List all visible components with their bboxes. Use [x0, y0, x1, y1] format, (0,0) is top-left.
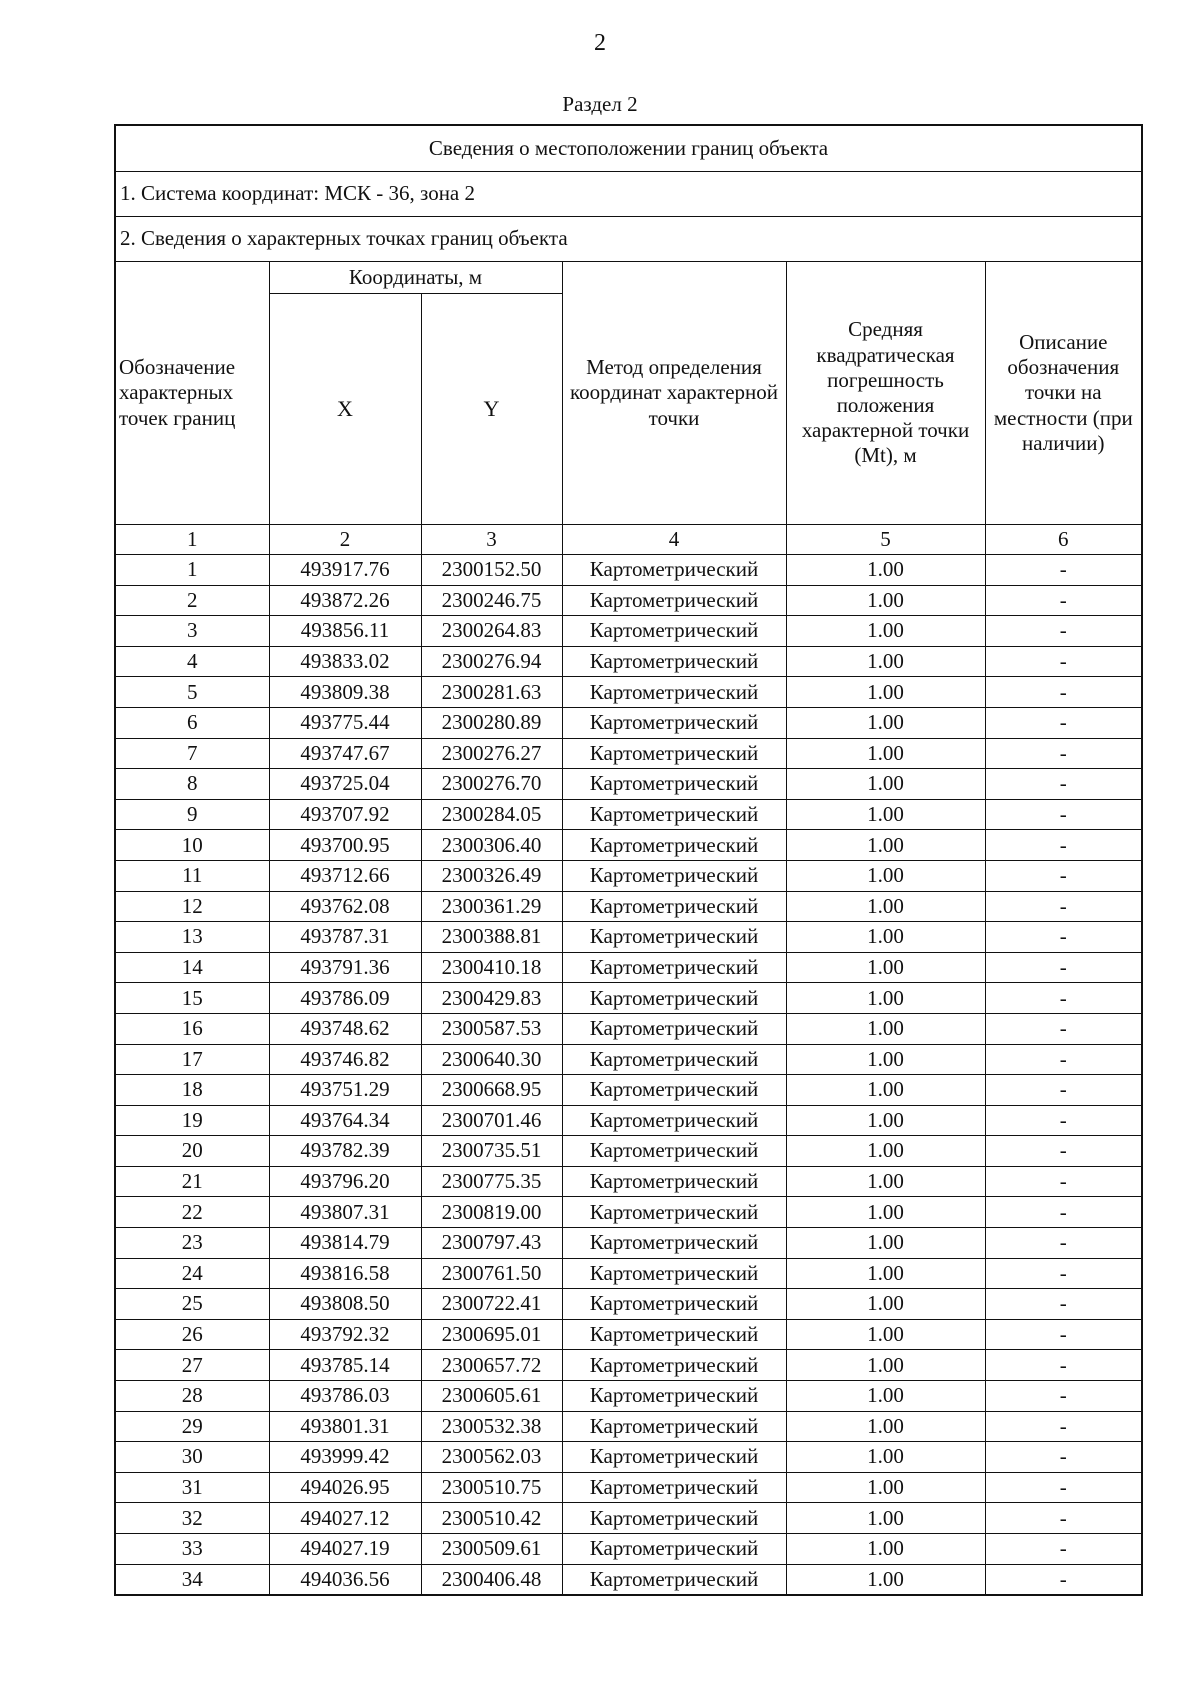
x-coordinate-cell: 493807.31	[269, 1197, 421, 1228]
column-number: 2	[269, 525, 421, 555]
point-number-cell: 14	[115, 952, 269, 983]
y-coordinate-cell: 2300276.94	[421, 646, 562, 677]
y-coordinate-cell: 2300406.48	[421, 1564, 562, 1595]
point-number-cell: 26	[115, 1319, 269, 1350]
x-coordinate-cell: 493707.92	[269, 799, 421, 830]
table-row	[115, 677, 1142, 708]
table-row	[115, 555, 1142, 586]
description-cell: -	[985, 983, 1142, 1014]
table-row	[115, 1197, 1142, 1228]
accuracy-cell: 1.00	[786, 1166, 985, 1197]
table-row	[115, 1442, 1142, 1473]
coord-system-row	[115, 172, 1142, 217]
y-coordinate-cell: 2300280.89	[421, 707, 562, 738]
description-cell: -	[985, 891, 1142, 922]
accuracy-cell: 1.00	[786, 952, 985, 983]
header-description: Описание обозначения точки на местности (при наличии)	[985, 262, 1142, 525]
table-row	[115, 799, 1142, 830]
accuracy-cell: 1.00	[786, 738, 985, 769]
method-cell: Картометрический	[562, 1411, 786, 1442]
description-cell: -	[985, 1197, 1142, 1228]
coord-system-text: 1. Система координат: МСК - 36, зона 2	[115, 172, 1142, 217]
accuracy-cell: 1.00	[786, 1258, 985, 1289]
description-cell: -	[985, 1105, 1142, 1136]
description-cell: -	[985, 1534, 1142, 1565]
points-caption-text: 2. Сведения о характерных точках границ объекта	[115, 217, 1142, 262]
y-coordinate-cell: 2300510.75	[421, 1472, 562, 1503]
y-coordinate-cell: 2300276.27	[421, 738, 562, 769]
point-number-cell: 13	[115, 922, 269, 953]
x-coordinate-cell: 493785.14	[269, 1350, 421, 1381]
x-coordinate-cell: 493787.31	[269, 922, 421, 953]
x-coordinate-cell: 493764.34	[269, 1105, 421, 1136]
y-coordinate-cell: 2300562.03	[421, 1442, 562, 1473]
point-number-cell: 23	[115, 1228, 269, 1259]
x-coordinate-cell: 493786.03	[269, 1381, 421, 1412]
method-cell: Картометрический	[562, 799, 786, 830]
description-cell: -	[985, 952, 1142, 983]
y-coordinate-cell: 2300281.63	[421, 677, 562, 708]
y-coordinate-cell: 2300510.42	[421, 1503, 562, 1534]
description-cell: -	[985, 1350, 1142, 1381]
accuracy-cell: 1.00	[786, 799, 985, 830]
description-cell: -	[985, 1564, 1142, 1595]
point-number-cell: 6	[115, 707, 269, 738]
table-row	[115, 1381, 1142, 1412]
method-cell: Картометрический	[562, 1044, 786, 1075]
description-cell: -	[985, 799, 1142, 830]
header-x: X	[269, 294, 421, 525]
method-cell: Картометрический	[562, 1350, 786, 1381]
y-coordinate-cell: 2300819.00	[421, 1197, 562, 1228]
table-row	[115, 1228, 1142, 1259]
x-coordinate-cell: 493791.36	[269, 952, 421, 983]
x-coordinate-cell: 494036.56	[269, 1564, 421, 1595]
header-coordinates: Координаты, м	[269, 262, 562, 294]
method-cell: Картометрический	[562, 677, 786, 708]
point-number-cell: 17	[115, 1044, 269, 1075]
table-row	[115, 983, 1142, 1014]
table-banner: Сведения о местоположении границ объекта	[115, 125, 1142, 172]
y-coordinate-cell: 2300695.01	[421, 1319, 562, 1350]
column-number: 5	[786, 525, 985, 555]
y-coordinate-cell: 2300246.75	[421, 585, 562, 616]
description-cell: -	[985, 616, 1142, 647]
point-number-cell: 30	[115, 1442, 269, 1473]
header-method: Метод определения координат характерной точки	[562, 262, 786, 525]
accuracy-cell: 1.00	[786, 677, 985, 708]
table-row	[115, 1411, 1142, 1442]
x-coordinate-cell: 493782.39	[269, 1136, 421, 1167]
boundary-points-table	[114, 124, 1143, 1596]
description-cell: -	[985, 1319, 1142, 1350]
accuracy-cell: 1.00	[786, 922, 985, 953]
method-cell: Картометрический	[562, 555, 786, 586]
x-coordinate-cell: 493917.76	[269, 555, 421, 586]
description-cell: -	[985, 860, 1142, 891]
column-number: 3	[421, 525, 562, 555]
y-coordinate-cell: 2300722.41	[421, 1289, 562, 1320]
y-coordinate-cell: 2300509.61	[421, 1534, 562, 1565]
table-row	[115, 1136, 1142, 1167]
x-coordinate-cell: 493999.42	[269, 1442, 421, 1473]
description-cell: -	[985, 707, 1142, 738]
y-coordinate-cell: 2300532.38	[421, 1411, 562, 1442]
accuracy-cell: 1.00	[786, 1564, 985, 1595]
table-row	[115, 1075, 1142, 1106]
description-cell: -	[985, 830, 1142, 861]
point-number-cell: 2	[115, 585, 269, 616]
method-cell: Картометрический	[562, 983, 786, 1014]
accuracy-cell: 1.00	[786, 1319, 985, 1350]
x-coordinate-cell: 493786.09	[269, 983, 421, 1014]
method-cell: Картометрический	[562, 922, 786, 953]
header-y: Y	[421, 294, 562, 525]
x-coordinate-cell: 493700.95	[269, 830, 421, 861]
method-cell: Картометрический	[562, 1472, 786, 1503]
x-coordinate-cell: 493872.26	[269, 585, 421, 616]
table-row	[115, 1105, 1142, 1136]
accuracy-cell: 1.00	[786, 1503, 985, 1534]
accuracy-cell: 1.00	[786, 1013, 985, 1044]
header-accuracy: Средняя квадратическая погрешность положения характерной точки (Mt), м	[786, 262, 985, 525]
point-number-cell: 4	[115, 646, 269, 677]
method-cell: Картометрический	[562, 707, 786, 738]
x-coordinate-cell: 493751.29	[269, 1075, 421, 1106]
point-number-cell: 19	[115, 1105, 269, 1136]
method-cell: Картометрический	[562, 1228, 786, 1259]
y-coordinate-cell: 2300775.35	[421, 1166, 562, 1197]
table-row	[115, 860, 1142, 891]
method-cell: Картометрический	[562, 1564, 786, 1595]
y-coordinate-cell: 2300701.46	[421, 1105, 562, 1136]
x-coordinate-cell: 493833.02	[269, 646, 421, 677]
table-row	[115, 1289, 1142, 1320]
description-cell: -	[985, 677, 1142, 708]
y-coordinate-cell: 2300640.30	[421, 1044, 562, 1075]
point-number-cell: 27	[115, 1350, 269, 1381]
table-row	[115, 1472, 1142, 1503]
point-number-cell: 25	[115, 1289, 269, 1320]
method-cell: Картометрический	[562, 830, 786, 861]
description-cell: -	[985, 1258, 1142, 1289]
page-number: 2	[594, 30, 606, 56]
point-number-cell: 32	[115, 1503, 269, 1534]
x-coordinate-cell: 493775.44	[269, 707, 421, 738]
accuracy-cell: 1.00	[786, 1381, 985, 1412]
accuracy-cell: 1.00	[786, 1534, 985, 1565]
point-number-cell: 22	[115, 1197, 269, 1228]
description-cell: -	[985, 769, 1142, 800]
section-title: Раздел 2	[562, 92, 638, 116]
x-coordinate-cell: 493746.82	[269, 1044, 421, 1075]
method-cell: Картометрический	[562, 738, 786, 769]
table-row	[115, 1350, 1142, 1381]
method-cell: Картометрический	[562, 1319, 786, 1350]
accuracy-cell: 1.00	[786, 555, 985, 586]
accuracy-cell: 1.00	[786, 983, 985, 1014]
y-coordinate-cell: 2300668.95	[421, 1075, 562, 1106]
x-coordinate-cell: 494027.12	[269, 1503, 421, 1534]
table-row	[115, 1503, 1142, 1534]
method-cell: Картометрический	[562, 769, 786, 800]
y-coordinate-cell: 2300152.50	[421, 555, 562, 586]
accuracy-cell: 1.00	[786, 707, 985, 738]
table-row	[115, 1044, 1142, 1075]
y-coordinate-cell: 2300284.05	[421, 799, 562, 830]
description-cell: -	[985, 1472, 1142, 1503]
table-row	[115, 769, 1142, 800]
method-cell: Картометрический	[562, 1075, 786, 1106]
x-coordinate-cell: 493809.38	[269, 677, 421, 708]
method-cell: Картометрический	[562, 891, 786, 922]
method-cell: Картометрический	[562, 1197, 786, 1228]
point-number-cell: 29	[115, 1411, 269, 1442]
point-number-cell: 16	[115, 1013, 269, 1044]
accuracy-cell: 1.00	[786, 1411, 985, 1442]
y-coordinate-cell: 2300587.53	[421, 1013, 562, 1044]
y-coordinate-cell: 2300276.70	[421, 769, 562, 800]
x-coordinate-cell: 493801.31	[269, 1411, 421, 1442]
description-cell: -	[985, 1411, 1142, 1442]
description-cell: -	[985, 1503, 1142, 1534]
table-row	[115, 1534, 1142, 1565]
method-cell: Картометрический	[562, 616, 786, 647]
column-number: 6	[985, 525, 1142, 555]
x-coordinate-cell: 493747.67	[269, 738, 421, 769]
description-cell: -	[985, 585, 1142, 616]
y-coordinate-cell: 2300264.83	[421, 616, 562, 647]
accuracy-cell: 1.00	[786, 585, 985, 616]
x-coordinate-cell: 494026.95	[269, 1472, 421, 1503]
method-cell: Картометрический	[562, 1442, 786, 1473]
table-banner-row	[115, 125, 1142, 172]
method-cell: Картометрический	[562, 1013, 786, 1044]
method-cell: Картометрический	[562, 1136, 786, 1167]
accuracy-cell: 1.00	[786, 1105, 985, 1136]
table-row	[115, 1319, 1142, 1350]
method-cell: Картометрический	[562, 1166, 786, 1197]
method-cell: Картометрический	[562, 1105, 786, 1136]
table-row	[115, 891, 1142, 922]
x-coordinate-cell: 493808.50	[269, 1289, 421, 1320]
y-coordinate-cell: 2300761.50	[421, 1258, 562, 1289]
description-cell: -	[985, 738, 1142, 769]
column-number-row	[115, 525, 1142, 555]
point-number-cell: 20	[115, 1136, 269, 1167]
point-number-cell: 1	[115, 555, 269, 586]
accuracy-cell: 1.00	[786, 769, 985, 800]
y-coordinate-cell: 2300306.40	[421, 830, 562, 861]
description-cell: -	[985, 1044, 1142, 1075]
table-row	[115, 952, 1142, 983]
accuracy-cell: 1.00	[786, 1044, 985, 1075]
y-coordinate-cell: 2300797.43	[421, 1228, 562, 1259]
table-body	[115, 125, 1142, 1595]
description-cell: -	[985, 1166, 1142, 1197]
accuracy-cell: 1.00	[786, 1228, 985, 1259]
table-row	[115, 585, 1142, 616]
y-coordinate-cell: 2300735.51	[421, 1136, 562, 1167]
accuracy-cell: 1.00	[786, 830, 985, 861]
table-row	[115, 922, 1142, 953]
table-row	[115, 707, 1142, 738]
x-coordinate-cell: 494027.19	[269, 1534, 421, 1565]
point-number-cell: 12	[115, 891, 269, 922]
point-number-cell: 33	[115, 1534, 269, 1565]
column-number: 4	[562, 525, 786, 555]
x-coordinate-cell: 493792.32	[269, 1319, 421, 1350]
point-number-cell: 28	[115, 1381, 269, 1412]
description-cell: -	[985, 555, 1142, 586]
accuracy-cell: 1.00	[786, 1472, 985, 1503]
y-coordinate-cell: 2300657.72	[421, 1350, 562, 1381]
y-coordinate-cell: 2300326.49	[421, 860, 562, 891]
y-coordinate-cell: 2300605.61	[421, 1381, 562, 1412]
point-number-cell: 24	[115, 1258, 269, 1289]
description-cell: -	[985, 1442, 1142, 1473]
x-coordinate-cell: 493856.11	[269, 616, 421, 647]
point-number-cell: 10	[115, 830, 269, 861]
description-cell: -	[985, 1075, 1142, 1106]
accuracy-cell: 1.00	[786, 1136, 985, 1167]
method-cell: Картометрический	[562, 860, 786, 891]
method-cell: Картометрический	[562, 646, 786, 677]
accuracy-cell: 1.00	[786, 646, 985, 677]
description-cell: -	[985, 646, 1142, 677]
x-coordinate-cell: 493796.20	[269, 1166, 421, 1197]
x-coordinate-cell: 493814.79	[269, 1228, 421, 1259]
y-coordinate-cell: 2300388.81	[421, 922, 562, 953]
method-cell: Картометрический	[562, 585, 786, 616]
method-cell: Картометрический	[562, 1381, 786, 1412]
point-number-cell: 5	[115, 677, 269, 708]
method-cell: Картометрический	[562, 952, 786, 983]
description-cell: -	[985, 1228, 1142, 1259]
point-number-cell: 7	[115, 738, 269, 769]
table-row	[115, 1564, 1142, 1595]
method-cell: Картометрический	[562, 1258, 786, 1289]
description-cell: -	[985, 1289, 1142, 1320]
table-row	[115, 1166, 1142, 1197]
x-coordinate-cell: 493816.58	[269, 1258, 421, 1289]
accuracy-cell: 1.00	[786, 891, 985, 922]
table-row	[115, 1258, 1142, 1289]
description-cell: -	[985, 1381, 1142, 1412]
x-coordinate-cell: 493748.62	[269, 1013, 421, 1044]
y-coordinate-cell: 2300429.83	[421, 983, 562, 1014]
point-number-cell: 31	[115, 1472, 269, 1503]
point-number-cell: 11	[115, 860, 269, 891]
description-cell: -	[985, 1136, 1142, 1167]
accuracy-cell: 1.00	[786, 1197, 985, 1228]
header-row-1	[115, 262, 1142, 294]
accuracy-cell: 1.00	[786, 616, 985, 647]
points-caption-row	[115, 217, 1142, 262]
y-coordinate-cell: 2300361.29	[421, 891, 562, 922]
header-point-designation: Обозначение характерных точек границ	[115, 262, 269, 525]
x-coordinate-cell: 493725.04	[269, 769, 421, 800]
x-coordinate-cell: 493762.08	[269, 891, 421, 922]
point-number-cell: 34	[115, 1564, 269, 1595]
method-cell: Картометрический	[562, 1289, 786, 1320]
point-number-cell: 15	[115, 983, 269, 1014]
accuracy-cell: 1.00	[786, 1289, 985, 1320]
point-number-cell: 18	[115, 1075, 269, 1106]
description-cell: -	[985, 1013, 1142, 1044]
point-number-cell: 8	[115, 769, 269, 800]
table-row	[115, 830, 1142, 861]
accuracy-cell: 1.00	[786, 1442, 985, 1473]
column-number: 1	[115, 525, 269, 555]
point-number-cell: 3	[115, 616, 269, 647]
table-row	[115, 646, 1142, 677]
accuracy-cell: 1.00	[786, 1350, 985, 1381]
method-cell: Картометрический	[562, 1534, 786, 1565]
table-row	[115, 616, 1142, 647]
description-cell: -	[985, 922, 1142, 953]
table-row	[115, 738, 1142, 769]
x-coordinate-cell: 493712.66	[269, 860, 421, 891]
accuracy-cell: 1.00	[786, 1075, 985, 1106]
point-number-cell: 21	[115, 1166, 269, 1197]
point-number-cell: 9	[115, 799, 269, 830]
accuracy-cell: 1.00	[786, 860, 985, 891]
method-cell: Картометрический	[562, 1503, 786, 1534]
table-row	[115, 1013, 1142, 1044]
y-coordinate-cell: 2300410.18	[421, 952, 562, 983]
